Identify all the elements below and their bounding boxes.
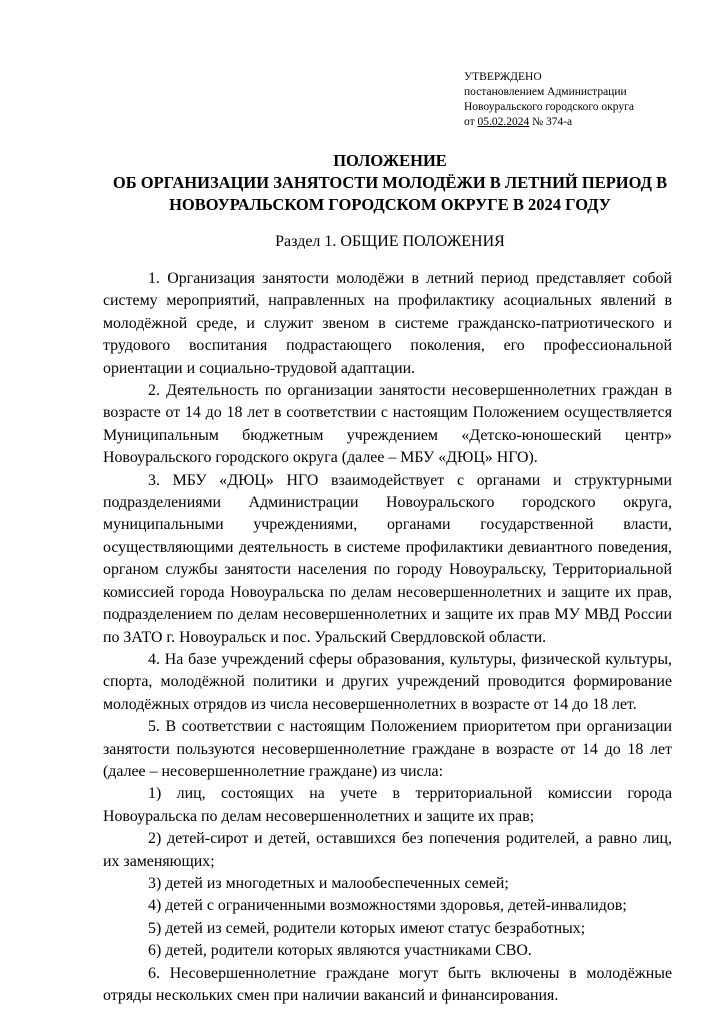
approval-date-prefix: от (464, 116, 478, 128)
approval-heading: УТВЕРЖДЕНО (464, 71, 542, 83)
paragraph-5: 5. В соответствии с настоящим Положением приоритетом при организации занятости пользуются несовершеннолетние граждане в возрасте от 14 до 18 лет (далее – несовершеннолетние граждане) из числа: (103, 718, 672, 780)
approval-authority: постановлением Администрации (464, 86, 627, 98)
section-heading: Раздел 1. ОБЩИЕ ПОЛОЖЕНИЯ (275, 233, 505, 250)
paragraph-4: 4. На базе учреждений сферы образования, культуры, физической культуры, спорта, молодёжной политики и других учреждений проводится формирование молодёжных отрядов из числа несовершеннолетних в возрасте от 14 до 18 лет. (103, 650, 672, 713)
approval-number: № 374-а (529, 116, 573, 128)
approval-date-line (464, 115, 634, 130)
list-item-4: 4) детей с ограниченными возможностями здоровья, детей-инвалидов; (148, 897, 627, 915)
document-body (103, 268, 672, 1007)
paragraph-3: 3. МБУ «ДЮЦ» НГО взаимодействует с органами и структурными подразделениями Администрации Новоуральского городского округа, муниципальными учреждениями, органами государственной власти, осуществляющими деятельность в системе профилактики девиантного поведения, органом службы занятости населения по городу Новоуральску, Территориальной комиссией города Новоуральска по делам несовершеннолетних и защите их прав, подразделением по делам несовершеннолетних и защите их прав МУ МВД России по ЗАТО г. Новоуральск и пос. Уральский Свердловской области. (103, 471, 672, 646)
approval-municipality: Новоуральского городского округа (464, 101, 634, 113)
title-line-3: НОВОУРАЛЬСКОМ ГОРОДСКОМ ОКРУГЕ В 2024 ГОДУ (169, 195, 611, 214)
approval-date: 05.02.2024 (477, 116, 530, 128)
list-item-2: 2) детей-сирот и детей, оставшихся без попечения родителей, а равно лиц, их заменяющих; (103, 830, 672, 870)
list-item-5: 5) детей из семей, родители которых имеют статус безработных; (148, 919, 586, 937)
approval-stamp (464, 70, 634, 130)
title-line-1: ПОЛОЖЕНИЕ (333, 151, 447, 170)
paragraph-1: 1. Организация занятости молодёжи в летний период представляет собой систему мероприятий, направленных на профилактику асоциальных явлений в молодёжной среде, и служит звеном в системе гражданско-патриотического и трудового воспитания подрастающего поколения, его профессиональной ориентации и социально-трудовой адаптации. (103, 270, 672, 377)
list-item-1: 1) лиц, состоящих на учете в территориальной комиссии города Новоуральска по делам несовершеннолетних и защите их прав; (103, 785, 672, 825)
paragraph-6: 6. Несовершеннолетние граждане могут быть включены в молодёжные отряды нескольких смен при наличии вакансий и финансирования. (103, 964, 672, 1004)
document-title (60, 150, 720, 216)
list-item-6: 6) детей, родители которых являются участниками СВО. (148, 942, 532, 960)
paragraph-2: 2. Деятельность по организации занятости несовершеннолетних граждан в возрасте от 14 до 18 лет в соответствии с настоящим Положением осуществляется Муниципальным бюджетным учреждением «Детско-юношеский центр» Новоуральского городского округа (далее – МБУ «ДЮЦ» НГО). (103, 382, 672, 467)
list-item-3: 3) детей из многодетных и малообеспеченных семей; (148, 874, 509, 892)
title-line-2: ОБ ОРГАНИЗАЦИИ ЗАНЯТОСТИ МОЛОДЁЖИ В ЛЕТНИЙ ПЕРИОД В (112, 173, 668, 192)
